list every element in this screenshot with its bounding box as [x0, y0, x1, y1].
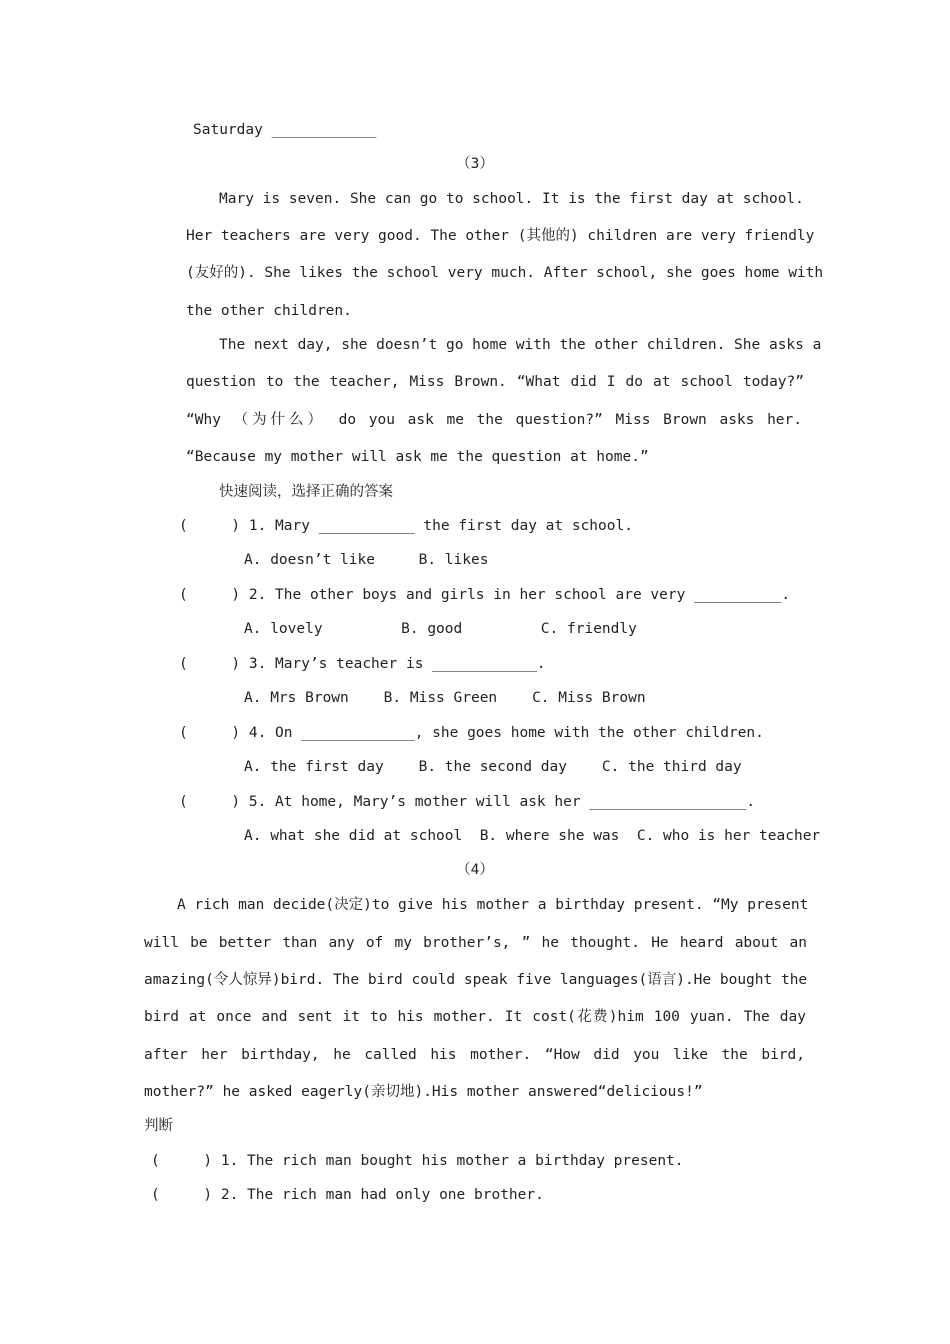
judge-statement: ( ) 1. The rich man bought his mother a birthday present. — [151, 1153, 684, 1169]
passage-4-line: will be better than any of my brother’s, ” he thought. He heard about an — [144, 935, 807, 951]
passage-3-line: Mary is seven. She can go to school. It is the first day at school. — [219, 191, 804, 207]
question-stem: ( ) 1. Mary ___________ the first day at school. — [179, 518, 633, 534]
question-stem: ( ) 4. On _____________, she goes home with the other children. — [179, 725, 764, 741]
passage-3-line: Her teachers are very good. The other (其他的) children are very friendly — [186, 228, 815, 244]
passage-3-line: the other children. — [186, 303, 352, 319]
question-options: A. Mrs Brown B. Miss Green C. Miss Brown — [244, 690, 646, 706]
passage-3-line: “Why （为什么） do you ask me the question?” Miss Brown asks her. — [186, 412, 802, 428]
question-stem: ( ) 3. Mary’s teacher is ____________. — [179, 656, 546, 672]
passage-4-line: amazing(令人惊异)bird. The bird could speak five languages(语言).He bought the — [144, 972, 808, 988]
passage-4-line: A rich man decide(决定)to give his mother a birthday present. “My present — [177, 897, 809, 913]
question-options: A. what she did at school B. where she was C. who is her teacher — [244, 828, 821, 844]
passage-4-line: mother?” he asked eagerly(亲切地).His mother answered“delicious!” — [144, 1084, 703, 1100]
instruction: 快速阅读，选择正确的答案 — [219, 484, 393, 500]
passage-3-line: The next day, she doesn’t go home with the other children. She asks a — [219, 337, 822, 353]
passage-3-line: question to the teacher, Miss Brown. “What did I do at school today?” — [186, 374, 804, 390]
judge-label: 判断 — [144, 1118, 173, 1134]
question-options: A. doesn’t like B. likes — [244, 552, 489, 568]
passage-4-line: bird at once and sent it to his mother. It cost(花费)him 100 yuan. The day — [144, 1009, 806, 1025]
section-4-title: （4） — [456, 862, 494, 878]
question-options: A. the first day B. the second day C. the third day — [244, 759, 742, 775]
question-stem: ( ) 5. At home, Mary’s mother will ask her __________________. — [179, 794, 756, 810]
passage-4-line: after her birthday, he called his mother. “How did you like the bird, — [144, 1047, 805, 1063]
passage-3-line: “Because my mother will ask me the question at home.” — [186, 449, 649, 465]
question-stem: ( ) 2. The other boys and girls in her school are very __________. — [179, 587, 791, 603]
saturday-line: Saturday ____________ — [193, 122, 377, 138]
question-options: A. lovely B. good C. friendly — [244, 621, 637, 637]
section-3-title: （3） — [456, 156, 494, 172]
passage-3-line: (友好的). She likes the school very much. After school, she goes home with — [186, 265, 824, 281]
judge-statement: ( ) 2. The rich man had only one brother. — [151, 1187, 544, 1203]
